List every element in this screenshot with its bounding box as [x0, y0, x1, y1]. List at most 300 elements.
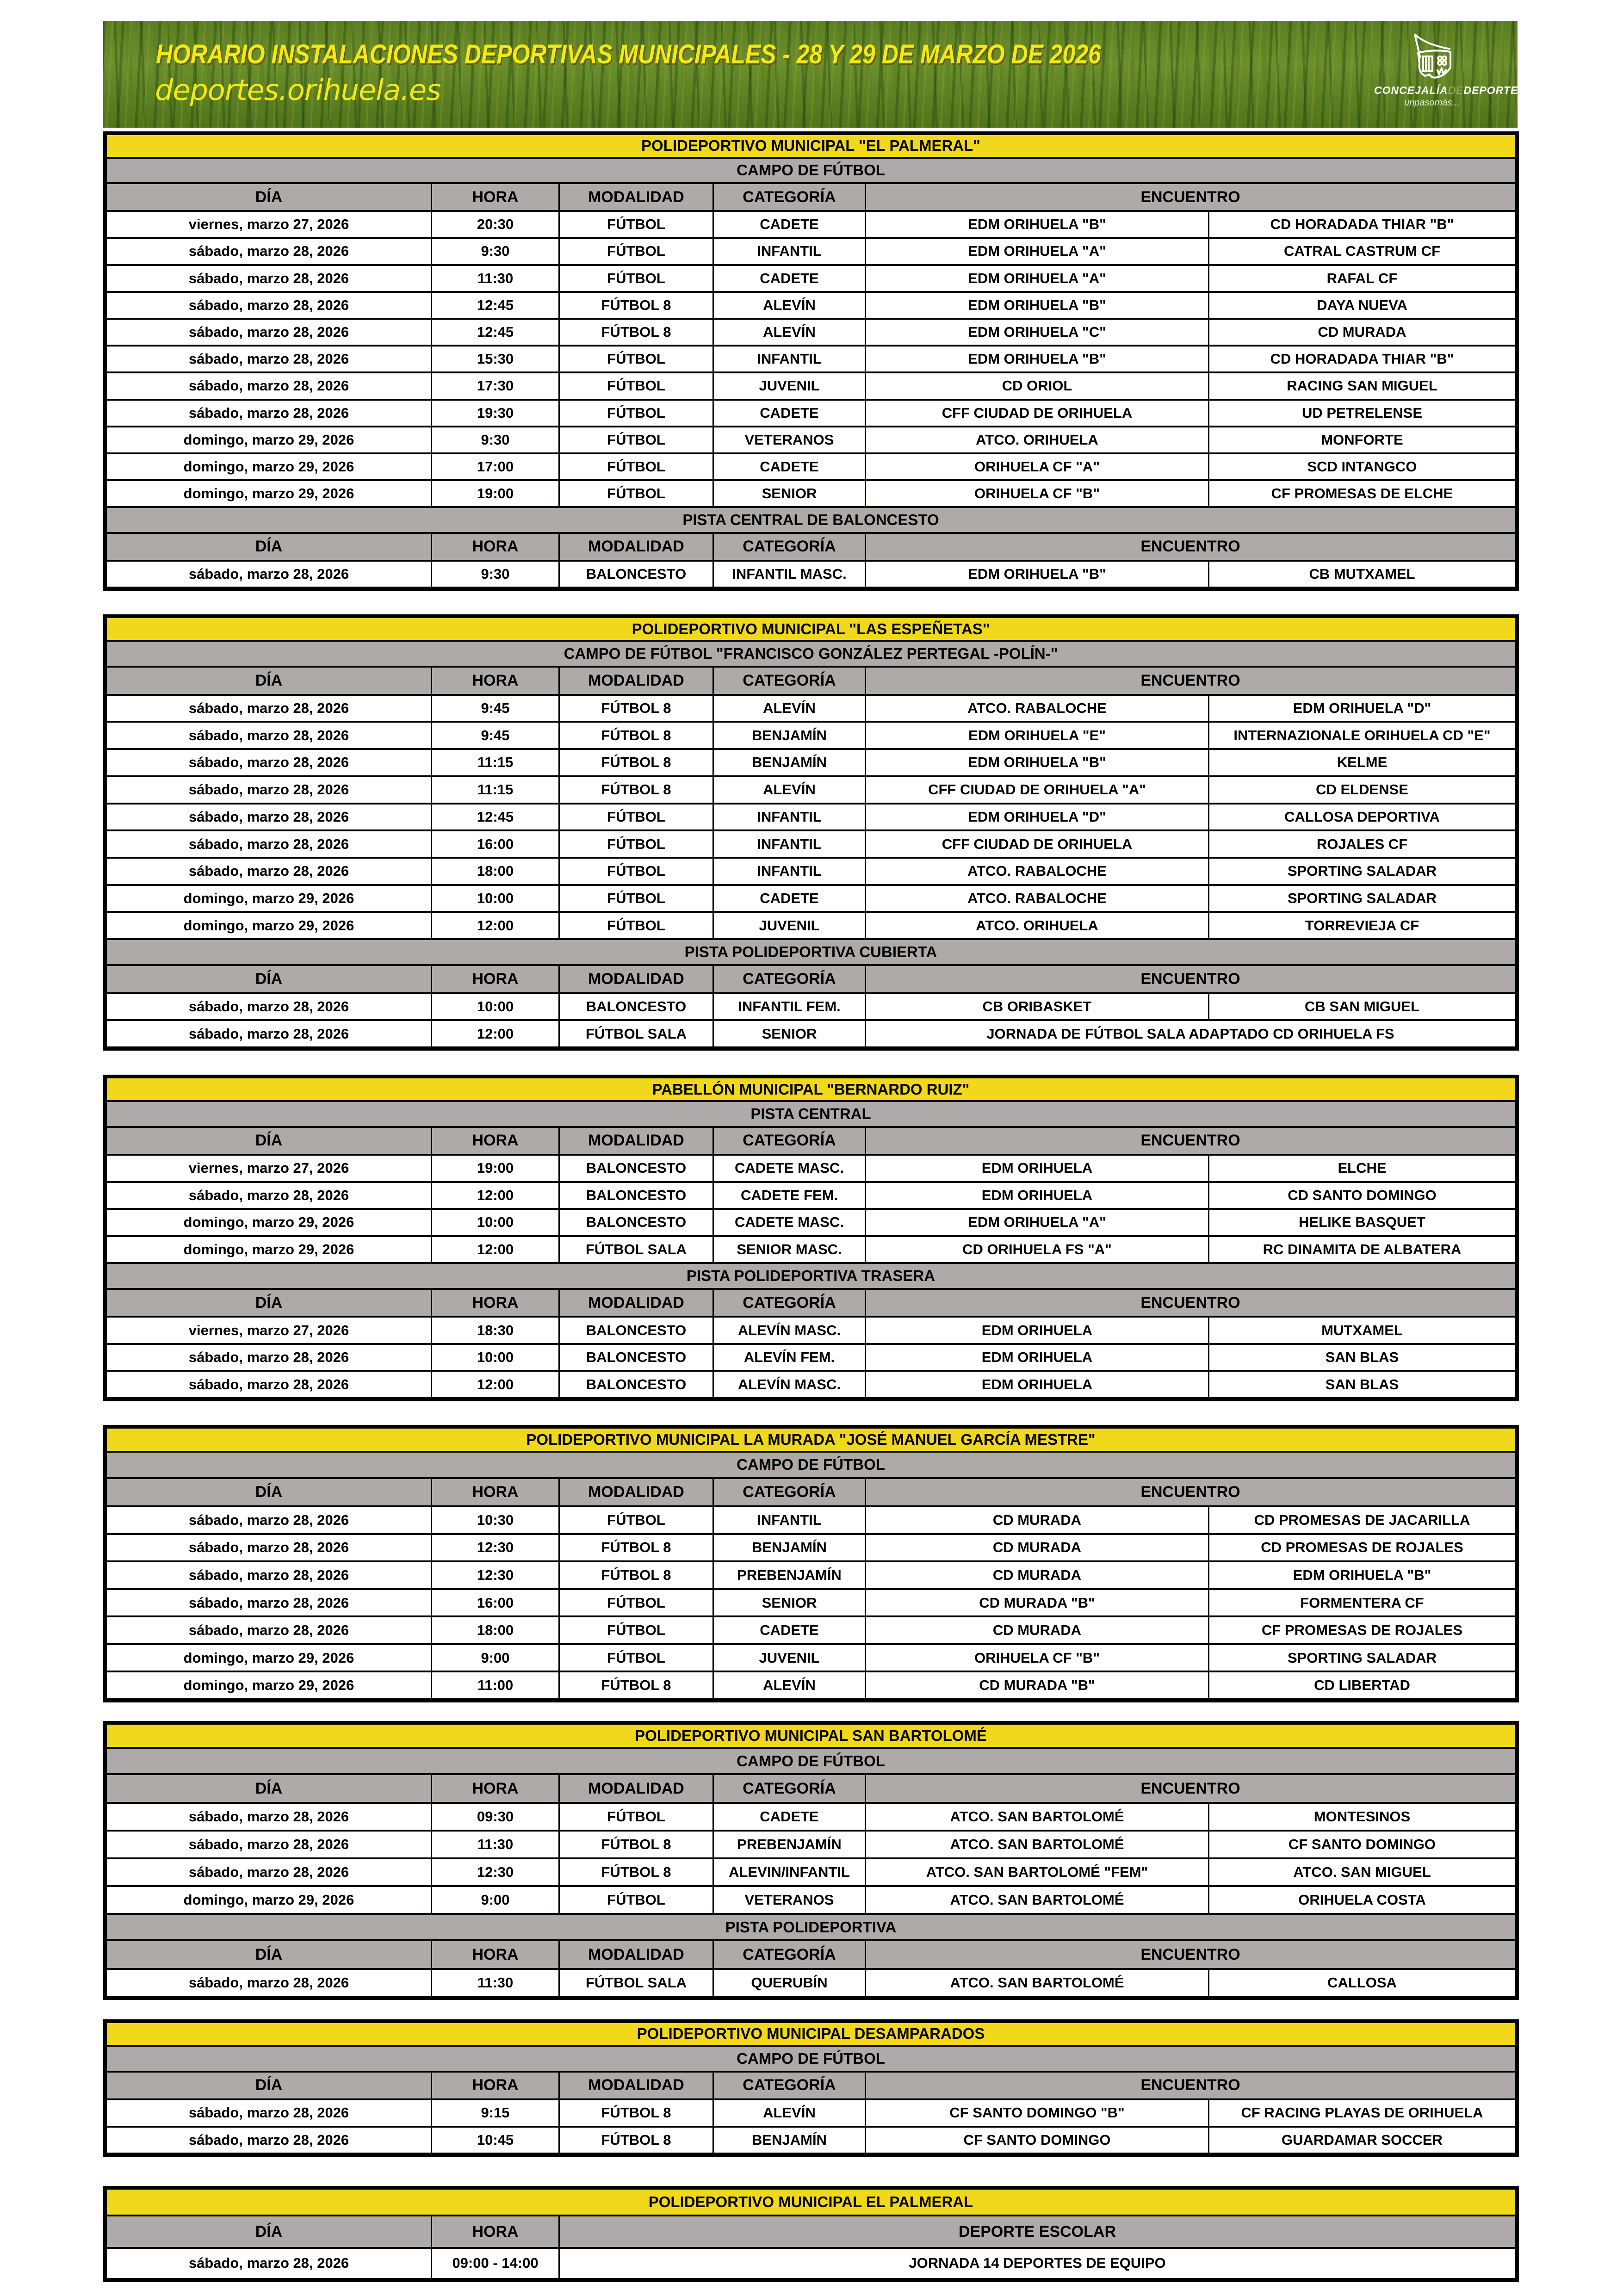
cell-dia: sábado, marzo 28, 2026	[107, 401, 432, 426]
cell-local-team: ATCO. RABALOCHE	[866, 859, 1209, 884]
cell-categoria: ALEVÍN	[714, 696, 866, 721]
cell-local-team: ATCO. ORIHUELA	[866, 913, 1209, 938]
cell-categoria: CADETE MASC.	[714, 1210, 866, 1235]
venue-block	[103, 614, 1519, 1051]
cell-modalidad: FÚTBOL	[560, 1617, 714, 1643]
table-row	[107, 373, 1515, 400]
cell-modalidad: FÚTBOL 8	[560, 2100, 714, 2125]
col-modalidad: MODALIDAD	[560, 668, 714, 694]
cell-modalidad: FÚTBOL 8	[560, 1535, 714, 1561]
table-row	[107, 454, 1515, 481]
cell-categoria: ALEVIN/INFANTIL	[714, 1859, 866, 1885]
cell-dia: sábado, marzo 28, 2026	[107, 347, 432, 371]
cell-modalidad: FÚTBOL	[560, 886, 714, 911]
cell-modalidad: FÚTBOL 8	[560, 723, 714, 748]
cell-visiting-team: EDM ORIHUELA "B"	[1293, 1566, 1431, 1583]
column-header-row	[107, 2073, 1515, 2100]
cell-modalidad: FÚTBOL SALA	[560, 1970, 714, 1996]
cell-dia: sábado, marzo 28, 2026	[107, 239, 432, 264]
cell-visiting-team: RAFAL CF	[1326, 270, 1398, 286]
cell-modalidad: BALONCESTO	[560, 1318, 714, 1343]
table-row	[107, 1507, 1515, 1535]
cell-visiting-team: SAN BLAS	[1325, 1349, 1399, 1366]
table-row	[107, 1021, 1515, 1046]
cell-local-team: EDM ORIHUELA	[866, 1372, 1209, 1397]
cell-modalidad: BALONCESTO	[560, 1372, 714, 1397]
cell-modalidad: FÚTBOL	[560, 454, 714, 479]
cell-dia: sábado, marzo 28, 2026	[107, 696, 432, 721]
cell-hora: 12:45	[432, 293, 560, 318]
cell-visiting-team: DAYA NUEVA	[1317, 297, 1407, 313]
cell-dia: sábado, marzo 28, 2026	[107, 2100, 432, 2125]
cell-local-team: CD MURADA	[866, 1562, 1209, 1588]
venue-title: POLIDEPORTIVO MUNICIPAL SAN BARTOLOMÉ	[107, 1725, 1515, 1749]
cell-dia: sábado, marzo 28, 2026	[107, 1562, 432, 1588]
cell-categoria: CADETE	[714, 1617, 866, 1643]
cell-modalidad: FÚTBOL	[560, 212, 714, 237]
col-hora: HORA	[432, 1479, 560, 1505]
cell-hora: 11:30	[432, 1832, 560, 1857]
cell-dia: sábado, marzo 28, 2026	[107, 1859, 432, 1885]
table-row	[107, 1970, 1515, 1996]
cell-modalidad: FÚTBOL	[560, 347, 714, 371]
col-hora: HORA	[432, 966, 560, 992]
cell-categoria: SENIOR	[714, 1590, 866, 1616]
table-row	[107, 481, 1515, 508]
cell-hora: 18:00	[432, 1617, 560, 1643]
column-header-row	[107, 1290, 1515, 1318]
cell-modalidad: FÚTBOL	[560, 373, 714, 398]
cell-categoria: BENJAMÍN	[714, 1535, 866, 1561]
col-modalidad: MODALIDAD	[560, 1941, 714, 1968]
cell-visiting-team: FORMENTERA CF	[1300, 1594, 1424, 1611]
col-categoria: CATEGORÍA	[714, 2073, 866, 2098]
cell-categoria: ALEVÍN MASC.	[714, 1372, 866, 1397]
table-row	[107, 1590, 1515, 1618]
cell-categoria: CADETE	[714, 212, 866, 237]
cell-dia: sábado, marzo 28, 2026	[107, 1183, 432, 1208]
col-encuentro: ENCUENTRO	[1140, 671, 1240, 689]
cell-local-team: EDM ORIHUELA	[866, 1345, 1209, 1370]
cell-categoria: ALEVÍN	[714, 293, 866, 318]
cell-hora: 9:30	[432, 562, 560, 587]
cell-visiting-team: CB MUTXAMEL	[1309, 565, 1415, 582]
col-encuentro: ENCUENTRO	[1140, 1483, 1240, 1501]
cell-hora: 10:00	[432, 1210, 560, 1235]
cell-local-team: ATCO. SAN BARTOLOMÉ "FEM"	[866, 1859, 1209, 1885]
cell-categoria: SENIOR	[714, 481, 866, 506]
cell-modalidad: BALONCESTO	[560, 1210, 714, 1235]
col-hora: HORA	[432, 2216, 560, 2246]
venue-block	[103, 2019, 1519, 2157]
cell-modalidad: FÚTBOL 8	[560, 1832, 714, 1857]
col-categoria: CATEGORÍA	[714, 1290, 866, 1316]
col-hora: HORA	[432, 184, 560, 210]
cell-categoria: ALEVÍN MASC.	[714, 1318, 866, 1343]
cell-local-team: ORIHUELA CF "B"	[866, 481, 1209, 506]
cell-local-team: CD MURADA	[866, 1617, 1209, 1643]
cell-modalidad: BALONCESTO	[560, 562, 714, 587]
venue-title: POLIDEPORTIVO MUNICIPAL "LAS ESPEÑETAS"	[107, 618, 1515, 642]
col-encuentro: ENCUENTRO	[1140, 1293, 1240, 1312]
cell-modalidad: FÚTBOL	[560, 831, 714, 857]
logo-tagline: unpasomás...	[1404, 98, 1460, 108]
cell-visiting-team: ATCO. SAN MIGUEL	[1293, 1864, 1431, 1881]
cell-dia: sábado, marzo 28, 2026	[107, 723, 432, 748]
cell-categoria: INFANTIL FEM.	[714, 994, 866, 1020]
cell-hora: 10:00	[432, 886, 560, 911]
cell-hora: 11:15	[432, 777, 560, 803]
cell-dia: domingo, marzo 29, 2026	[107, 427, 432, 452]
cell-hora: 12:00	[432, 1183, 560, 1208]
cell-visiting-team: SPORTING SALADAR	[1287, 1649, 1437, 1666]
table-row	[107, 723, 1515, 750]
col-categoria: CATEGORÍA	[714, 534, 866, 560]
cell-dia: domingo, marzo 29, 2026	[107, 1210, 432, 1235]
table-row	[107, 886, 1515, 913]
table-row	[107, 1645, 1515, 1673]
col-dia: DÍA	[107, 1479, 432, 1505]
col-categoria: CATEGORÍA	[714, 966, 866, 992]
cell-local-team: EDM ORIHUELA "B"	[866, 293, 1209, 318]
cell-dia: sábado, marzo 28, 2026	[107, 777, 432, 803]
cell-visiting-team: MONTESINOS	[1313, 1808, 1411, 1825]
table-row	[107, 320, 1515, 347]
table-row	[107, 1210, 1515, 1237]
table-row	[107, 750, 1515, 777]
col-modalidad: MODALIDAD	[560, 1775, 714, 1802]
cell-modalidad: FÚTBOL	[560, 266, 714, 291]
cell-modalidad: BALONCESTO	[560, 1156, 714, 1181]
cell-categoria: VETERANOS	[714, 427, 866, 452]
section-title: CAMPO DE FÚTBOL	[107, 2047, 1515, 2073]
table-row	[107, 1887, 1515, 1915]
cell-modalidad: FÚTBOL 8	[560, 320, 714, 345]
cell-dia: sábado, marzo 28, 2026	[107, 750, 432, 775]
cell-categoria: INFANTIL	[714, 347, 866, 371]
header-banner	[103, 21, 1526, 128]
cell-visiting-team: KELME	[1337, 754, 1388, 771]
cell-dia: sábado, marzo 28, 2026	[107, 2249, 432, 2278]
table-row	[107, 1156, 1515, 1183]
cell-hora: 12:00	[432, 1237, 560, 1262]
cell-dia: sábado, marzo 28, 2026	[107, 994, 432, 1020]
cell-local-team: CF SANTO DOMINGO "B"	[866, 2100, 1209, 2125]
cell-local-team: EDM ORIHUELA	[866, 1318, 1209, 1343]
cell-visiting-team: RACING SAN MIGUEL	[1287, 378, 1437, 394]
column-header-row	[107, 1128, 1515, 1156]
cell-visiting-team: UD PETRELENSE	[1301, 404, 1423, 421]
cell-local-team: CFF CIUDAD DE ORIHUELA "A"	[866, 777, 1209, 803]
column-header-row	[107, 534, 1515, 562]
cell-hora: 17:00	[432, 454, 560, 479]
col-dia: DÍA	[107, 1775, 432, 1802]
page-title: HORARIO INSTALACIONES DEPORTIVAS MUNICIPALES - 28 Y 29 DE MARZO DE 2026	[156, 39, 1101, 69]
col-dia: DÍA	[107, 1290, 432, 1316]
cell-dia: sábado, marzo 28, 2026	[107, 266, 432, 291]
cell-visiting-team: ROJALES CF	[1316, 835, 1408, 852]
cell-modalidad: FÚTBOL 8	[560, 696, 714, 721]
cell-local-team: EDM ORIHUELA "A"	[866, 1210, 1209, 1235]
col-encuentro: ENCUENTRO	[1140, 1945, 1240, 1963]
col-encuentro: ENCUENTRO	[1140, 970, 1240, 988]
logo-name: CONCEJALÍADEDEPORTES	[1374, 84, 1526, 96]
cell-local-team: EDM ORIHUELA	[866, 1183, 1209, 1208]
cell-local-team: ATCO. SAN BARTOLOMÉ	[866, 1970, 1209, 1996]
column-header-row	[107, 668, 1515, 696]
cell-categoria: BENJAMÍN	[714, 2128, 866, 2153]
section-title: CAMPO DE FÚTBOL	[107, 1453, 1515, 1479]
cell-dia: domingo, marzo 29, 2026	[107, 481, 432, 506]
cell-modalidad: FÚTBOL	[560, 239, 714, 264]
cell-visiting-team: CD HORADADA THIAR "B"	[1270, 216, 1454, 233]
cell-modalidad: FÚTBOL	[560, 1507, 714, 1533]
cell-dia: sábado, marzo 28, 2026	[107, 1590, 432, 1616]
table-row	[107, 1804, 1515, 1832]
cell-hora: 11:00	[432, 1672, 560, 1698]
cell-local-team: EDM ORIHUELA "B"	[866, 347, 1209, 371]
cell-hora: 20:30	[432, 212, 560, 237]
cell-local-team: ATCO. SAN BARTOLOMÉ	[866, 1804, 1209, 1830]
venue-block	[103, 2186, 1519, 2282]
cell-modalidad: FÚTBOL	[560, 1887, 714, 1913]
table-row	[107, 427, 1515, 454]
cell-hora: 19:00	[432, 481, 560, 506]
col-categoria: CATEGORÍA	[714, 184, 866, 210]
cell-visiting-team: CD PROMESAS DE JACARILLA	[1254, 1511, 1470, 1528]
cell-hora: 9:00	[432, 1887, 560, 1913]
concejalia-logo	[1374, 31, 1526, 123]
cell-dia: sábado, marzo 28, 2026	[107, 293, 432, 318]
cell-hora: 10:30	[432, 1507, 560, 1533]
cell-modalidad: FÚTBOL	[560, 805, 714, 830]
col-hora: HORA	[432, 1775, 560, 1802]
website-link[interactable]: deportes.orihuela.es	[155, 73, 441, 107]
venue-title: POLIDEPORTIVO MUNICIPAL LA MURADA "JOSÉ MANUEL GARCÍA MESTRE"	[107, 1429, 1515, 1453]
cell-dia: domingo, marzo 29, 2026	[107, 1887, 432, 1913]
cell-visiting-team: INTERNAZIONALE ORIHUELA CD "E"	[1233, 727, 1491, 743]
cell-hora: 15:30	[432, 347, 560, 371]
table-row	[107, 913, 1515, 940]
cell-hora: 12:45	[432, 320, 560, 345]
cell-dia: sábado, marzo 28, 2026	[107, 373, 432, 398]
cell-hora: 16:00	[432, 831, 560, 857]
cell-categoria: CADETE FEM.	[714, 1183, 866, 1208]
cell-categoria: ALEVÍN FEM.	[714, 1345, 866, 1370]
column-header-row	[107, 966, 1515, 994]
cell-encuentro: JORNADA DE FÚTBOL SALA ADAPTADO CD ORIHUELA FS	[986, 1025, 1394, 1042]
table-row	[107, 1832, 1515, 1859]
cell-hora: 9:45	[432, 696, 560, 721]
cell-visiting-team: CD HORADADA THIAR "B"	[1270, 351, 1454, 367]
col-hora: HORA	[432, 2073, 560, 2098]
cell-visiting-team: CF PROMESAS DE ROJALES	[1261, 1622, 1463, 1639]
cell-hora: 10:00	[432, 1345, 560, 1370]
cell-hora: 11:30	[432, 266, 560, 291]
cell-hora: 11:15	[432, 750, 560, 775]
orihuela-crest-icon	[1406, 31, 1457, 81]
cell-local-team: ATCO. ORIHUELA	[866, 427, 1209, 452]
cell-local-team: ATCO. RABALOCHE	[866, 696, 1209, 721]
cell-modalidad: FÚTBOL	[560, 1590, 714, 1616]
col-categoria: CATEGORÍA	[714, 1941, 866, 1968]
table-row	[107, 1535, 1515, 1563]
col-modalidad: MODALIDAD	[560, 1479, 714, 1505]
cell-dia: domingo, marzo 29, 2026	[107, 1645, 432, 1671]
cell-local-team: ATCO. SAN BARTOLOMÉ	[866, 1887, 1209, 1913]
section-title: CAMPO DE FÚTBOL	[107, 1749, 1515, 1775]
cell-dia: sábado, marzo 28, 2026	[107, 1372, 432, 1397]
cell-dia: sábado, marzo 28, 2026	[107, 2128, 432, 2153]
cell-visiting-team: CF RACING PLAYAS DE ORIHUELA	[1241, 2104, 1483, 2121]
cell-modalidad: FÚTBOL	[560, 913, 714, 938]
cell-visiting-team: CD LIBERTAD	[1314, 1677, 1410, 1694]
cell-categoria: INFANTIL	[714, 239, 866, 264]
cell-local-team: EDM ORIHUELA "A"	[866, 239, 1209, 264]
cell-modalidad: FÚTBOL 8	[560, 293, 714, 318]
cell-hora: 19:30	[432, 401, 560, 426]
cell-categoria: BENJAMÍN	[714, 723, 866, 748]
cell-categoria: INFANTIL MASC.	[714, 562, 866, 587]
cell-dia: domingo, marzo 29, 2026	[107, 1237, 432, 1262]
cell-hora: 09:00 - 14:00	[432, 2249, 560, 2278]
cell-categoria: INFANTIL	[714, 859, 866, 884]
col-encuentro: ENCUENTRO	[1140, 1132, 1240, 1150]
cell-categoria: ALEVÍN	[714, 1672, 866, 1698]
col-modalidad: MODALIDAD	[560, 1128, 714, 1154]
table-row	[107, 1318, 1515, 1345]
table-row	[107, 1859, 1515, 1887]
cell-dia: sábado, marzo 28, 2026	[107, 1021, 432, 1046]
cell-modalidad: FÚTBOL 8	[560, 1859, 714, 1885]
cell-categoria: PREBENJAMÍN	[714, 1832, 866, 1857]
cell-categoria: QUERUBÍN	[714, 1970, 866, 1996]
cell-local-team: CD ORIHUELA FS "A"	[866, 1237, 1209, 1262]
cell-local-team: CD ORIOL	[866, 373, 1209, 398]
column-header-row	[107, 184, 1515, 212]
cell-visiting-team: SPORTING SALADAR	[1287, 863, 1437, 879]
cell-visiting-team: CD ELDENSE	[1316, 781, 1408, 798]
table-row	[107, 777, 1515, 805]
col-modalidad: MODALIDAD	[560, 1290, 714, 1316]
cell-dia: sábado, marzo 28, 2026	[107, 562, 432, 587]
cell-local-team: EDM ORIHUELA "D"	[866, 805, 1209, 830]
cell-hora: 12:30	[432, 1535, 560, 1561]
table-row	[107, 831, 1515, 859]
cell-local-team: CFF CIUDAD DE ORIHUELA	[866, 401, 1209, 426]
cell-categoria: ALEVÍN	[714, 777, 866, 803]
cell-local-team: ATCO. SAN BARTOLOMÉ	[866, 1832, 1209, 1857]
col-encuentro: ENCUENTRO	[1140, 1779, 1240, 1797]
table-row	[107, 1345, 1515, 1372]
cell-local-team: CD MURADA "B"	[866, 1672, 1209, 1698]
cell-hora: 11:30	[432, 1970, 560, 1996]
venue-title: POLIDEPORTIVO MUNICIPAL DESAMPARADOS	[107, 2023, 1515, 2047]
venue-title: PABELLÓN MUNICIPAL "BERNARDO RUIZ"	[107, 1078, 1515, 1102]
col-categoria: CATEGORÍA	[714, 1479, 866, 1505]
section-title: CAMPO DE FÚTBOL "FRANCISCO GONZÁLEZ PERTEGAL -POLÍN-"	[107, 642, 1515, 668]
cell-categoria: SENIOR MASC.	[714, 1237, 866, 1262]
cell-modalidad: FÚTBOL 8	[560, 1672, 714, 1698]
cell-visiting-team: MUTXAMEL	[1321, 1322, 1403, 1338]
cell-dia: sábado, marzo 28, 2026	[107, 1970, 432, 1996]
cell-local-team: CD MURADA	[866, 1535, 1209, 1561]
cell-visiting-team: CD MURADA	[1318, 324, 1406, 340]
cell-local-team: EDM ORIHUELA "B"	[866, 212, 1209, 237]
cell-hora: 9:15	[432, 2100, 560, 2125]
cell-dia: domingo, marzo 29, 2026	[107, 454, 432, 479]
cell-modalidad: FÚTBOL 8	[560, 777, 714, 803]
cell-dia: sábado, marzo 28, 2026	[107, 805, 432, 830]
cell-local-team: EDM ORIHUELA "A"	[866, 266, 1209, 291]
col-dia: DÍA	[107, 2216, 432, 2246]
table-row	[107, 859, 1515, 886]
cell-visiting-team: CB SAN MIGUEL	[1305, 998, 1419, 1015]
cell-categoria: CADETE	[714, 886, 866, 911]
cell-hora: 18:00	[432, 859, 560, 884]
cell-categoria: PREBENJAMÍN	[714, 1562, 866, 1588]
cell-modalidad: FÚTBOL	[560, 1804, 714, 1830]
cell-visiting-team: SCD INTANGCO	[1307, 458, 1417, 475]
cell-local-team: ATCO. RABALOCHE	[866, 886, 1209, 911]
table-row	[107, 1372, 1515, 1397]
section-title: PISTA POLIDEPORTIVA	[107, 1915, 1515, 1941]
cell-visiting-team: ORIHUELA COSTA	[1298, 1892, 1426, 1908]
cell-local-team: EDM ORIHUELA "E"	[866, 723, 1209, 748]
table-row	[107, 293, 1515, 320]
cell-modalidad: FÚTBOL SALA	[560, 1021, 714, 1046]
col-categoria: CATEGORÍA	[714, 668, 866, 694]
col-dia: DÍA	[107, 1941, 432, 1968]
cell-dia: viernes, marzo 27, 2026	[107, 1156, 432, 1181]
cell-hora: 12:00	[432, 913, 560, 938]
cell-hora: 12:45	[432, 805, 560, 830]
col-categoria: CATEGORÍA	[714, 1775, 866, 1802]
cell-visiting-team: CATRAL CASTRUM CF	[1283, 243, 1441, 260]
cell-hora: 9:30	[432, 427, 560, 452]
cell-categoria: JUVENIL	[714, 373, 866, 398]
cell-local-team: EDM ORIHUELA	[866, 1156, 1209, 1181]
cell-dia: sábado, marzo 28, 2026	[107, 1617, 432, 1643]
col-modalidad: MODALIDAD	[560, 2073, 714, 2098]
cell-categoria: ALEVÍN	[714, 2100, 866, 2125]
venue-block	[103, 131, 1519, 591]
table-row	[107, 2249, 1515, 2278]
cell-visiting-team: GUARDAMAR SOCCER	[1282, 2131, 1443, 2148]
cell-dia: sábado, marzo 28, 2026	[107, 859, 432, 884]
col-hora: HORA	[432, 1941, 560, 1968]
table-row	[107, 1183, 1515, 1210]
cell-visiting-team: HELIKE BASQUET	[1299, 1214, 1425, 1231]
cell-dia: domingo, marzo 29, 2026	[107, 913, 432, 938]
col-hora: HORA	[432, 668, 560, 694]
cell-categoria: SENIOR	[714, 1021, 866, 1046]
cell-visiting-team: RC DINAMITA DE ALBATERA	[1263, 1241, 1462, 1257]
col-modalidad: MODALIDAD	[560, 966, 714, 992]
col-hora: HORA	[432, 1128, 560, 1154]
table-row	[107, 1562, 1515, 1590]
section-title: PISTA POLIDEPORTIVA CUBIERTA	[107, 940, 1515, 966]
cell-dia: domingo, marzo 29, 2026	[107, 1672, 432, 1698]
cell-visiting-team: CALLOSA DEPORTIVA	[1284, 808, 1440, 825]
cell-visiting-team: CD PROMESAS DE ROJALES	[1261, 1539, 1463, 1556]
col-modalidad: MODALIDAD	[560, 184, 714, 210]
cell-local-team: CD MURADA	[866, 1507, 1209, 1533]
cell-categoria: CADETE	[714, 454, 866, 479]
cell-dia: sábado, marzo 28, 2026	[107, 1804, 432, 1830]
cell-categoria: INFANTIL	[714, 805, 866, 830]
cell-modalidad: FÚTBOL	[560, 401, 714, 426]
